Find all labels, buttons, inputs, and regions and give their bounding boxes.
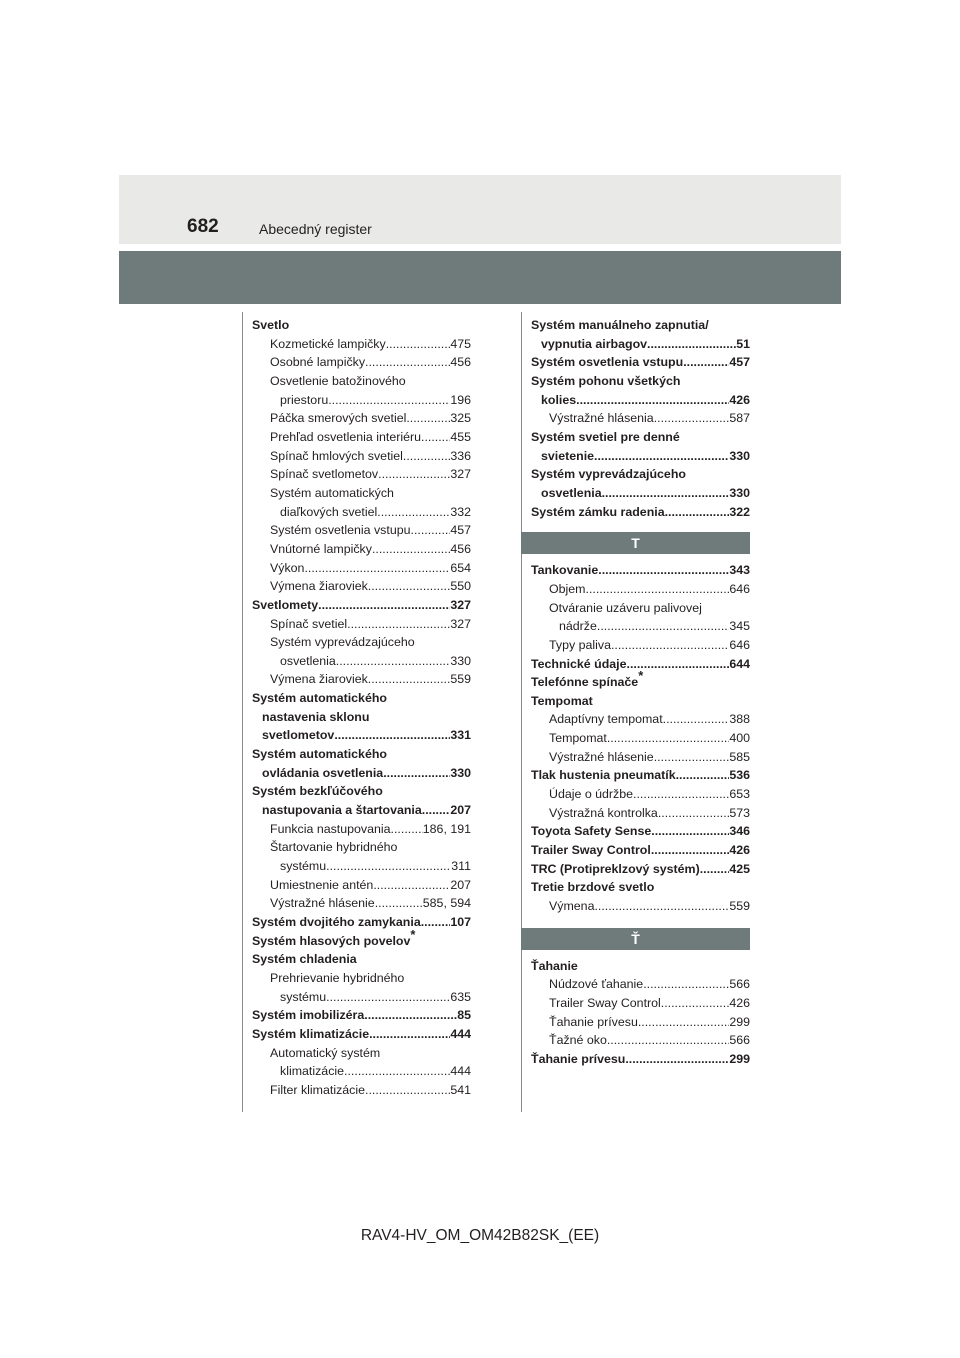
leader-dots xyxy=(421,428,450,447)
index-term: Výstražná kontrolka xyxy=(549,805,658,820)
index-entry xyxy=(531,316,750,353)
page-reference: 400 xyxy=(729,731,750,746)
index-term: Objem xyxy=(549,581,586,596)
letter-heading-t: T xyxy=(521,532,750,554)
leader-dots xyxy=(586,580,730,599)
index-entry xyxy=(252,1025,471,1044)
leader-dots xyxy=(368,670,451,689)
page-reference: 330 xyxy=(729,448,750,463)
index-term: osvetlenia xyxy=(280,653,336,668)
letter-heading-t-caron: Ť xyxy=(521,928,750,950)
index-term: diaľkových svetiel xyxy=(280,504,378,519)
page-reference: 107 xyxy=(450,915,471,929)
index-term: Typy paliva xyxy=(549,637,611,652)
index-term: Osobné lampičky xyxy=(270,355,366,370)
index-subentry xyxy=(252,615,471,634)
page-reference: 426 xyxy=(729,843,750,858)
page-reference: 455 xyxy=(450,429,471,444)
page-reference: 653 xyxy=(729,787,750,802)
index-term: Systém automatických xyxy=(270,485,394,500)
index-term: svietenie xyxy=(541,448,595,463)
index-entry xyxy=(531,1050,750,1069)
index-subentry xyxy=(531,785,750,804)
page-reference: 559 xyxy=(450,672,471,687)
index-term: Systém vyprevádzajúceho xyxy=(270,635,415,650)
page-reference: 646 xyxy=(729,581,750,596)
page-reference: 311 xyxy=(451,859,471,874)
index-subentry xyxy=(252,335,471,354)
index-group-t-caron xyxy=(531,957,750,1069)
index-term: Systém vyprevádzajúceho xyxy=(531,467,686,482)
index-term: Trailer Sway Control xyxy=(531,843,651,858)
index-subentry xyxy=(252,409,471,428)
index-entry xyxy=(531,561,750,580)
footer-doc-code: RAV4-HV_OM_OM42B82SK_(EE) xyxy=(360,1227,600,1244)
leader-dots xyxy=(344,1062,450,1081)
index-term: klimatizácie xyxy=(280,1064,345,1079)
index-subentry xyxy=(531,729,750,748)
index-column-left xyxy=(252,316,471,1100)
index-term: nastavenia sklonu xyxy=(262,709,370,724)
leader-dots xyxy=(336,652,451,671)
index-subentry xyxy=(252,559,471,578)
index-subentry xyxy=(252,894,471,913)
index-entry xyxy=(252,316,471,335)
leader-dots xyxy=(594,897,729,916)
column-divider-right xyxy=(521,312,522,1112)
index-term: Filter klimatizácie xyxy=(270,1082,366,1097)
index-term: Spínač hmlových svetiel xyxy=(270,448,403,463)
index-term: Systém imobilizéra xyxy=(252,1008,365,1023)
page-reference: 475 xyxy=(450,336,471,351)
leader-dots xyxy=(304,559,450,578)
page-reference: 426 xyxy=(729,392,750,407)
index-subentry xyxy=(531,636,750,655)
index-subentry xyxy=(531,580,750,599)
page-reference: 345 xyxy=(729,619,750,634)
leader-dots xyxy=(318,596,450,615)
leader-dots xyxy=(665,503,730,522)
index-term: Ťahanie prívesu xyxy=(531,1051,626,1066)
leader-dots xyxy=(422,801,451,820)
header-band xyxy=(119,251,841,304)
index-term: Systém automatického xyxy=(252,691,387,706)
page-reference: 456 xyxy=(450,541,471,556)
index-term: kolies xyxy=(541,392,577,407)
leader-dots xyxy=(663,710,730,729)
page-reference: 536 xyxy=(729,768,750,783)
index-subentry xyxy=(531,975,750,994)
leader-dots xyxy=(700,860,730,879)
index-term: nádrže xyxy=(559,619,597,634)
leader-dots xyxy=(658,804,730,823)
page-reference: 566 xyxy=(729,977,750,992)
index-term: Systém osvetlenia vstupu xyxy=(270,523,411,538)
index-term: Svetlomety xyxy=(252,597,319,612)
index-subentry xyxy=(531,994,750,1013)
index-entry xyxy=(531,878,750,897)
index-entry xyxy=(531,692,750,711)
index-entry xyxy=(531,372,750,409)
page-reference: 336 xyxy=(450,448,471,463)
page-reference: 444 xyxy=(450,1026,471,1041)
page-reference: 325 xyxy=(450,411,471,426)
page-reference: 444 xyxy=(450,1064,471,1079)
index-group-s-continued xyxy=(531,316,750,521)
page-reference: 327 xyxy=(450,467,471,482)
index-subentry xyxy=(252,1081,471,1100)
index-subentry xyxy=(531,409,750,428)
index-term: Technické údaje xyxy=(531,656,627,671)
leader-dots xyxy=(633,785,729,804)
index-entry: Systém hlasových povelov * xyxy=(252,932,471,951)
index-subentry xyxy=(252,521,471,540)
page-reference: 550 xyxy=(450,579,471,594)
page-reference: 559 xyxy=(729,899,750,914)
index-entry xyxy=(252,913,471,932)
index-term: Páčka smerových svetiel xyxy=(270,411,407,426)
index-subentry xyxy=(252,465,471,484)
index-term: Ťažné oko xyxy=(549,1033,607,1048)
index-term: Prehrievanie hybridného xyxy=(270,970,405,985)
index-entry: Telefónne spínače * xyxy=(531,673,750,692)
index-subentry xyxy=(252,633,471,670)
leader-dots xyxy=(597,617,729,636)
index-term: Ťahanie prívesu xyxy=(549,1014,638,1029)
leader-dots xyxy=(372,540,450,559)
index-term: Umiestnenie antén xyxy=(270,877,374,892)
page-reference: 585 xyxy=(729,749,750,764)
index-term: TRC (Protipreklzový systém) xyxy=(531,861,700,876)
page-reference: 327 xyxy=(450,616,471,631)
page-reference: 541 xyxy=(450,1082,471,1097)
index-subentry xyxy=(531,1013,750,1032)
index-term: Spínač svetiel xyxy=(270,616,348,631)
leader-dots xyxy=(643,975,729,994)
index-term: Toyota Safety Sense xyxy=(531,824,652,839)
leader-dots xyxy=(638,1013,729,1032)
leader-dots xyxy=(328,391,450,410)
index-term: Tretie brzdové svetlo xyxy=(531,880,655,895)
index-term: Vnútorné lampičky xyxy=(270,541,372,556)
page-reference: 457 xyxy=(729,355,750,370)
leader-dots xyxy=(421,913,451,932)
index-term: ovládania osvetlenia xyxy=(262,765,384,780)
page-reference: 332 xyxy=(450,504,471,519)
index-term: Údaje o údržbe xyxy=(549,787,634,802)
index-subentry xyxy=(252,577,471,596)
index-term: Automatický systém xyxy=(270,1045,381,1060)
index-term: Výmena žiaroviek xyxy=(270,672,368,687)
index-entry xyxy=(252,1006,471,1025)
index-term: Výkon xyxy=(270,560,305,575)
header-bar xyxy=(119,175,841,244)
leader-dots xyxy=(661,994,730,1013)
page-reference: 456 xyxy=(450,355,471,370)
page-reference: 646 xyxy=(729,637,750,652)
page-reference: 322 xyxy=(729,504,750,519)
index-subentry xyxy=(531,804,750,823)
page-reference: 207 xyxy=(450,803,471,818)
section-title: Abecedný register xyxy=(259,221,372,237)
index-term: Systém hlasových povelov xyxy=(252,933,411,948)
leader-dots xyxy=(383,764,450,783)
index-term: Systém dvojitého zamykania xyxy=(252,915,421,929)
index-subentry xyxy=(252,838,471,875)
leader-dots xyxy=(326,857,451,876)
leader-dots xyxy=(369,1025,450,1044)
index-term: Výstražné hlásenie xyxy=(270,896,375,911)
page-reference: 635 xyxy=(450,989,471,1004)
index-term: Telefónne spínače xyxy=(531,675,639,690)
index-subentry xyxy=(531,710,750,729)
leader-dots xyxy=(368,577,451,596)
index-term: nastupovania a štartovania xyxy=(262,803,422,818)
page-reference: 327 xyxy=(450,597,471,612)
leader-dots xyxy=(602,484,730,503)
index-term: Tlak hustenia pneumatík xyxy=(531,768,676,783)
leader-dots xyxy=(334,726,450,745)
index-term: systému xyxy=(280,989,327,1004)
index-entry xyxy=(252,782,471,819)
index-entry xyxy=(531,353,750,372)
leader-dots xyxy=(391,820,423,839)
leader-dots xyxy=(651,822,729,841)
page-reference: 51 xyxy=(736,336,750,351)
index-subentry xyxy=(531,897,750,916)
index-term: Systém zámku radenia xyxy=(531,504,665,519)
index-entry xyxy=(252,596,471,615)
page-reference: 299 xyxy=(729,1051,750,1066)
page-reference: 346 xyxy=(729,824,750,839)
page-reference: 457 xyxy=(450,523,471,538)
leader-dots xyxy=(607,729,729,748)
page-reference: 644 xyxy=(729,656,750,671)
index-term: Výmena žiaroviek xyxy=(270,579,368,594)
index-term: Otváranie uzáveru palivovej xyxy=(549,600,702,615)
index-entry xyxy=(531,822,750,841)
page-reference: 331 xyxy=(450,728,471,743)
index-term: Svetlo xyxy=(252,318,290,332)
leader-dots xyxy=(326,988,450,1007)
leader-dots xyxy=(373,876,450,895)
page-reference: 343 xyxy=(729,563,750,578)
leader-dots xyxy=(607,1031,729,1050)
leader-dots xyxy=(347,615,450,634)
index-subentry xyxy=(252,969,471,1006)
leader-dots xyxy=(365,1081,450,1100)
index-term: Systém svetiel pre denné xyxy=(531,429,680,444)
page-reference: 330 xyxy=(450,765,471,780)
index-subentry xyxy=(531,748,750,767)
index-term: Ťahanie xyxy=(531,958,578,973)
index-entry xyxy=(252,745,471,782)
index-term: Kozmetické lampičky xyxy=(270,336,386,351)
index-term: Systém klimatizácie xyxy=(252,1026,370,1041)
page-number: 682 xyxy=(187,216,219,237)
index-entry xyxy=(531,465,750,502)
leader-dots xyxy=(576,391,729,410)
index-subentry xyxy=(252,484,471,521)
leader-dots xyxy=(377,503,450,522)
index-entry xyxy=(252,950,471,969)
page-reference: 566 xyxy=(729,1033,750,1048)
index-term: Tankovanie xyxy=(531,563,599,578)
page-reference: 299 xyxy=(729,1014,750,1029)
leader-dots xyxy=(411,521,451,540)
leader-dots xyxy=(386,335,451,354)
column-divider-left xyxy=(242,312,243,1112)
index-term: Núdzové ťahanie xyxy=(549,977,644,992)
index-term: Štartovanie hybridného xyxy=(270,840,398,855)
index-subentry xyxy=(252,447,471,466)
page-reference: 573 xyxy=(729,805,750,820)
index-term: Systém automatického xyxy=(252,747,387,762)
index-term: priestoru xyxy=(280,392,329,407)
index-term: svetlometov xyxy=(262,728,335,743)
leader-dots xyxy=(378,465,450,484)
page-reference: 186, 191 xyxy=(422,821,471,836)
leader-dots xyxy=(403,447,450,466)
page-reference: 330 xyxy=(450,653,471,668)
page-reference: 654 xyxy=(450,560,471,575)
index-term: Výstražné hlásenia xyxy=(549,411,654,426)
index-entry xyxy=(531,503,750,522)
leader-dots xyxy=(654,748,730,767)
page-reference: 330 xyxy=(729,485,750,500)
index-term: Spínač svetlometov xyxy=(270,467,379,482)
index-term: Výstražné hlásenie xyxy=(549,749,654,764)
index-entry xyxy=(531,957,750,976)
leader-dots xyxy=(365,353,450,372)
leader-dots xyxy=(647,335,736,354)
leader-dots xyxy=(406,409,450,428)
index-subentry xyxy=(252,428,471,447)
index-subentry xyxy=(252,820,471,839)
page-reference: 207 xyxy=(450,877,471,892)
index-entry xyxy=(531,841,750,860)
index-entry xyxy=(531,428,750,465)
index-term: vypnutia airbagov xyxy=(541,336,648,351)
index-term: Prehľad osvetlenia interiéru xyxy=(270,429,422,444)
index-subentry xyxy=(252,670,471,689)
leader-dots xyxy=(598,561,729,580)
index-term: Systém chladenia xyxy=(252,952,357,967)
index-group-t xyxy=(531,561,750,915)
index-subentry xyxy=(252,540,471,559)
page-reference: 426 xyxy=(729,996,750,1010)
index-subentry xyxy=(531,599,750,636)
index-subentry xyxy=(252,1044,471,1081)
index-subentry xyxy=(531,1031,750,1050)
leader-dots xyxy=(654,409,730,428)
index-subentry xyxy=(252,372,471,409)
index-term: Systém osvetlenia vstupu xyxy=(531,355,684,370)
leader-dots xyxy=(651,841,730,860)
leader-dots xyxy=(676,766,730,785)
index-term: Tempomat xyxy=(531,693,593,708)
page-reference: 585, 594 xyxy=(422,896,471,911)
index-subentry xyxy=(252,876,471,895)
leader-dots xyxy=(375,894,423,913)
index-column-right xyxy=(531,316,750,1069)
index-term: Adaptívny tempomat xyxy=(549,712,663,727)
index-entry xyxy=(531,860,750,879)
index-term: Tempomat xyxy=(549,731,607,746)
leader-dots xyxy=(683,353,729,372)
page-reference: 196 xyxy=(450,392,471,407)
leader-dots xyxy=(625,1050,729,1069)
index-term: Funkcia nastupovania xyxy=(270,821,391,836)
leader-dots xyxy=(611,636,729,655)
index-term: Systém manuálneho zapnutia/ xyxy=(531,318,709,332)
page-reference: 425 xyxy=(729,861,750,876)
leader-dots xyxy=(594,447,729,466)
index-entry xyxy=(531,766,750,785)
leader-dots xyxy=(364,1006,457,1025)
index-term: Osvetlenie batožinového xyxy=(270,373,406,388)
index-term: Trailer Sway Control xyxy=(549,996,661,1010)
index-subentry xyxy=(252,353,471,372)
index-entry xyxy=(252,689,471,745)
page-reference: 587 xyxy=(729,411,750,426)
index-term: Výmena xyxy=(549,899,595,914)
index-term: Systém bezkľúčového xyxy=(252,784,383,799)
page-reference: 388 xyxy=(729,712,750,727)
index-term: systému xyxy=(280,859,327,874)
page-reference: 85 xyxy=(457,1008,471,1023)
index-term: Systém pohonu všetkých xyxy=(531,373,681,388)
index-term: osvetlenia xyxy=(541,485,602,500)
